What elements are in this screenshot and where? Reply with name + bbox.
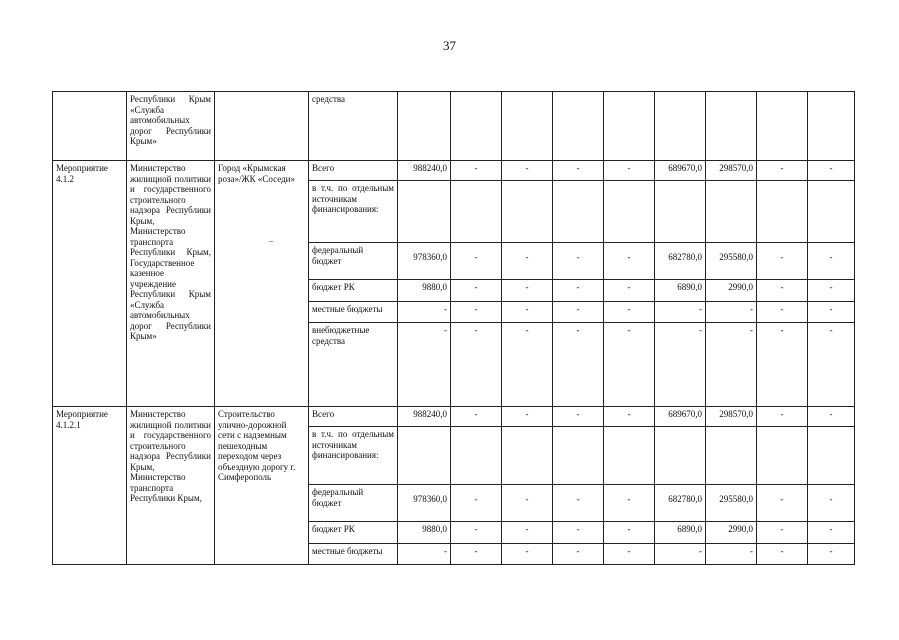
value-cell: - — [757, 485, 808, 522]
value-cell: - — [553, 323, 604, 407]
budget-table-body — [53, 92, 855, 565]
object-cell: Город «Крымская роза»/ЖК «Соседи» — [215, 161, 309, 407]
funding-source-cell: Всего — [309, 407, 398, 427]
value-cell: - — [553, 161, 604, 181]
value-cell: - — [502, 407, 553, 427]
funding-source-cell: местные бюджеты — [309, 544, 398, 565]
funding-source-cell: бюджет РК — [309, 280, 398, 302]
value-cell: 6890,0 — [655, 522, 706, 544]
value-cell — [451, 92, 502, 161]
measure-cell: Мероприятие 4.1.2 — [53, 161, 127, 407]
value-cell — [502, 181, 553, 243]
funding-source-cell: федеральный бюджет — [309, 485, 398, 522]
object-cell: Строительство улично-дорожной сети с надземным пешеходным переходом через объездную дорогу г. Симферополь — [215, 407, 309, 565]
value-cell: 978360,0 — [398, 243, 451, 280]
value-cell: - — [502, 280, 553, 302]
value-cell — [451, 427, 502, 485]
funding-source-cell: местные бюджеты — [309, 302, 398, 323]
value-cell: - — [553, 485, 604, 522]
value-cell — [502, 92, 553, 161]
value-cell — [451, 181, 502, 243]
value-cell: - — [451, 161, 502, 181]
value-cell: - — [398, 302, 451, 323]
value-cell: - — [502, 243, 553, 280]
value-cell: - — [808, 280, 855, 302]
executor-cell: Министерство жилищной политики и государственного строительного надзора Республики Крым, Министерство транспорта Республики Крым, — [127, 407, 215, 565]
table-row — [53, 161, 855, 181]
value-cell — [808, 181, 855, 243]
value-cell: 9880,0 — [398, 280, 451, 302]
value-cell: - — [451, 302, 502, 323]
value-cell: - — [757, 522, 808, 544]
value-cell — [398, 427, 451, 485]
value-cell: 295580,0 — [706, 243, 757, 280]
value-cell: 298570,0 — [706, 407, 757, 427]
value-cell: 988240,0 — [398, 161, 451, 181]
value-cell: - — [808, 407, 855, 427]
value-cell — [706, 181, 757, 243]
value-cell — [553, 92, 604, 161]
value-cell — [553, 427, 604, 485]
value-cell: - — [502, 161, 553, 181]
value-cell: - — [451, 243, 502, 280]
value-cell: - — [502, 323, 553, 407]
value-cell: - — [757, 407, 808, 427]
table-row — [53, 407, 855, 427]
value-cell: - — [502, 522, 553, 544]
value-cell: - — [553, 522, 604, 544]
value-cell: - — [808, 243, 855, 280]
object-cell — [215, 92, 309, 161]
value-cell — [757, 181, 808, 243]
value-cell — [398, 92, 451, 161]
funding-source-cell: внебюджетные средства — [309, 323, 398, 407]
value-cell: - — [604, 544, 655, 565]
value-cell: - — [502, 485, 553, 522]
value-cell: - — [553, 407, 604, 427]
funding-source-cell: в т.ч. по отдельным источникам финансирования: — [309, 427, 398, 485]
value-cell: - — [808, 544, 855, 565]
value-cell: - — [757, 243, 808, 280]
value-cell: - — [451, 544, 502, 565]
value-cell — [553, 181, 604, 243]
value-cell: - — [757, 323, 808, 407]
value-cell: - — [757, 280, 808, 302]
value-cell: - — [451, 407, 502, 427]
value-cell: - — [553, 243, 604, 280]
funding-source-cell: Всего — [309, 161, 398, 181]
value-cell: 295580,0 — [706, 485, 757, 522]
funding-source-cell: в т.ч. по отдельным источникам финансирования: — [309, 181, 398, 243]
value-cell: - — [808, 323, 855, 407]
value-cell: - — [553, 302, 604, 323]
value-cell: - — [604, 323, 655, 407]
value-cell — [706, 92, 757, 161]
value-cell: - — [398, 323, 451, 407]
value-cell: 689670,0 — [655, 161, 706, 181]
value-cell — [808, 427, 855, 485]
value-cell: - — [398, 544, 451, 565]
value-cell: - — [706, 544, 757, 565]
funding-source-cell: средства — [309, 92, 398, 161]
value-cell: - — [655, 323, 706, 407]
measure-cell: Мероприятие 4.1.2.1 — [53, 407, 127, 565]
value-cell — [398, 181, 451, 243]
value-cell: - — [604, 522, 655, 544]
value-cell: - — [451, 323, 502, 407]
value-cell — [655, 92, 706, 161]
value-cell — [655, 181, 706, 243]
value-cell: - — [451, 280, 502, 302]
value-cell: - — [757, 302, 808, 323]
value-cell — [757, 92, 808, 161]
value-cell — [655, 427, 706, 485]
pen-mark: ⌣ — [268, 236, 274, 246]
value-cell: - — [604, 407, 655, 427]
budget-table — [52, 91, 855, 565]
value-cell: 978360,0 — [398, 485, 451, 522]
value-cell: - — [604, 161, 655, 181]
value-cell: - — [808, 161, 855, 181]
measure-cell — [53, 92, 127, 161]
value-cell: 682780,0 — [655, 485, 706, 522]
value-cell: 9880,0 — [398, 522, 451, 544]
value-cell: - — [451, 485, 502, 522]
value-cell: - — [706, 323, 757, 407]
value-cell — [706, 427, 757, 485]
value-cell — [757, 427, 808, 485]
page-number: 37 — [443, 38, 456, 53]
value-cell: - — [553, 280, 604, 302]
value-cell — [604, 181, 655, 243]
value-cell: - — [757, 161, 808, 181]
value-cell: - — [502, 302, 553, 323]
value-cell: - — [655, 302, 706, 323]
funding-source-cell: бюджет РК — [309, 522, 398, 544]
value-cell — [604, 427, 655, 485]
value-cell: 682780,0 — [655, 243, 706, 280]
value-cell: - — [808, 485, 855, 522]
table-row — [53, 92, 855, 161]
value-cell: 988240,0 — [398, 407, 451, 427]
funding-source-cell: федеральный бюджет — [309, 243, 398, 280]
value-cell: - — [757, 544, 808, 565]
value-cell: - — [604, 302, 655, 323]
value-cell: - — [451, 522, 502, 544]
value-cell: 2990,0 — [706, 280, 757, 302]
value-cell: 689670,0 — [655, 407, 706, 427]
value-cell: - — [604, 280, 655, 302]
value-cell: - — [808, 302, 855, 323]
value-cell — [808, 92, 855, 161]
value-cell: - — [553, 544, 604, 565]
value-cell — [604, 92, 655, 161]
value-cell: - — [706, 302, 757, 323]
executor-cell: Министерство жилищной политики и государственного строительного надзора Республики Крым, Министерство транспорта Республики Крым, Государственное казенное учреждение Республики Крым «Служба автомобильных дорог Республики Крым» — [127, 161, 215, 407]
value-cell: 298570,0 — [706, 161, 757, 181]
value-cell: - — [604, 243, 655, 280]
value-cell: 2990,0 — [706, 522, 757, 544]
value-cell: - — [502, 544, 553, 565]
executor-cell: Республики Крым «Служба автомобильных дорог Республики Крым» — [127, 92, 215, 161]
value-cell: - — [604, 485, 655, 522]
value-cell: - — [808, 522, 855, 544]
value-cell: - — [655, 544, 706, 565]
value-cell — [502, 427, 553, 485]
value-cell: 6890,0 — [655, 280, 706, 302]
